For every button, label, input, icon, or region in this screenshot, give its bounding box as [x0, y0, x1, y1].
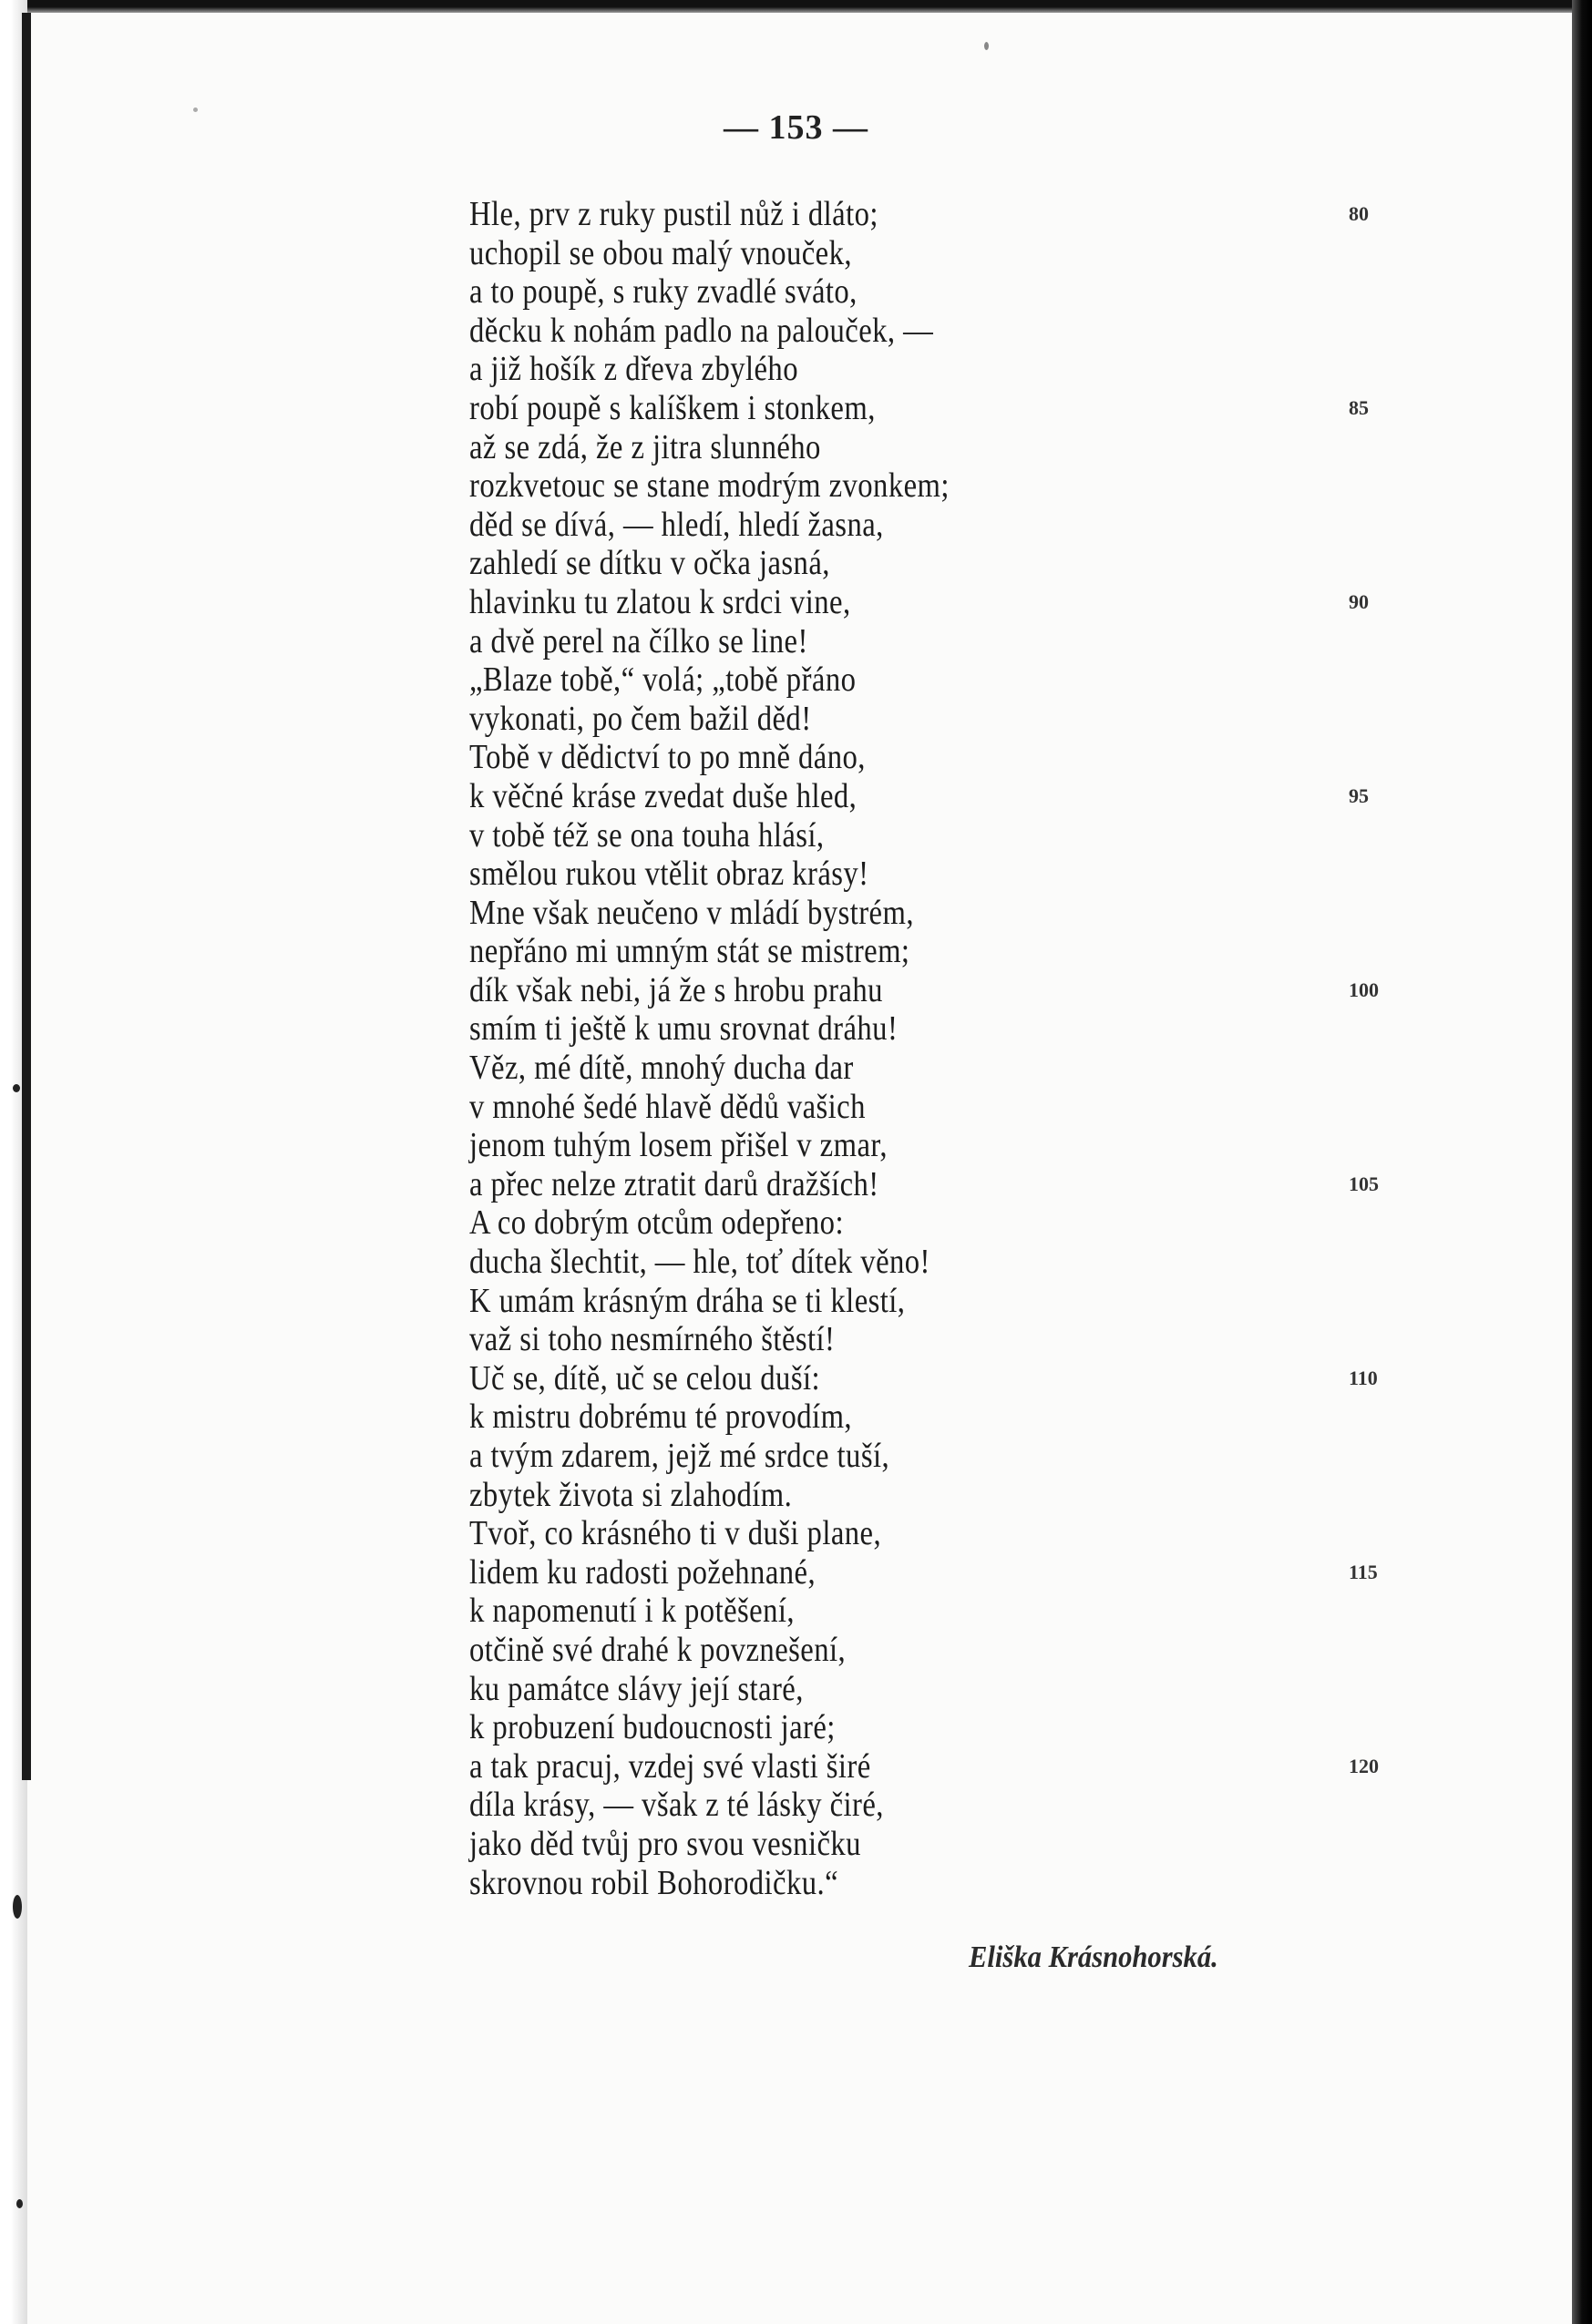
poem-line: jako děd tvůj pro svou vesničku [469, 1824, 861, 1863]
poem-line: děcku k nohám padlo na palouček, — [469, 311, 934, 350]
poem-line: smělou rukou vtělit obraz krásy! [469, 855, 869, 894]
poem-line: hlavinku tu zlatou k srdci vine, [469, 582, 851, 621]
poem-line: ku památce slávy její staré, [469, 1669, 804, 1708]
poem-line: Uč se, dítě, uč se celou duší: [469, 1358, 820, 1397]
poem-line: v tobě též se ona touha hlásí, [469, 815, 825, 855]
verse-number: 105 [1349, 1172, 1379, 1195]
poem-line: zahledí se dítku v očka jasná, [469, 544, 830, 583]
verse-number: 90 [1349, 590, 1369, 613]
scan-speck [16, 2199, 23, 2208]
poem-line: Věz, mé dítě, mnohý ducha dar [469, 1049, 854, 1088]
poem-line: Mne však neučeno v mládí bystrém, [469, 893, 914, 932]
poem-line: k mistru dobrému té provodím, [469, 1397, 853, 1437]
poem-text [469, 195, 1162, 1902]
poem-line: nepřáno mi umným stát se mistrem; [469, 932, 910, 971]
scan-top-edge [0, 0, 1592, 13]
poem-line: smím ti ještě k umu srovnat dráhu! [469, 1009, 899, 1049]
verse-number: 80 [1349, 202, 1369, 225]
poem-line: a tak pracuj, vzdej své vlasti širé [469, 1746, 871, 1786]
binding-shadow [22, 13, 31, 1780]
verse-number: 85 [1349, 396, 1369, 419]
poem-line: važ si toho nesmírného štěstí! [469, 1320, 836, 1359]
poem-line: A co dobrým otcům odepřeno: [469, 1203, 844, 1243]
scan-right-edge [1572, 0, 1592, 2324]
poem-line: k napomenutí i k potěšení, [469, 1592, 795, 1631]
verse-number: 100 [1349, 978, 1379, 1001]
poem-line: robí poupě s kalíškem i stonkem, [469, 388, 876, 427]
verse-number: 115 [1349, 1561, 1378, 1583]
poem-line: díla krásy, — však z té lásky čiré, [469, 1786, 884, 1825]
poem-line: a tvým zdarem, jejž mé srdce tuší, [469, 1437, 890, 1475]
poem-line: rozkvetouc se stane modrým zvonkem; [469, 466, 950, 506]
page-number: — 153 — [724, 108, 868, 147]
verse-number: 120 [1349, 1755, 1379, 1777]
poem-line: až se zdá, že z jitra slunného [469, 427, 821, 466]
poem-line: a již hošík z dřeva zbylého [469, 350, 798, 389]
poem-line: skrovnou robil Bohorodičku.“ [469, 1863, 839, 1902]
poem-line: Tobě v dědictví to po mně dáno, [469, 738, 866, 777]
scan-speck [13, 1895, 22, 1919]
poem-line: k probuzení budoucnosti jaré; [469, 1708, 836, 1747]
poem-line: lidem ku radosti požehnané, [469, 1552, 817, 1592]
poem-line: a dvě perel na čílko se line! [469, 621, 808, 660]
poem-line: „Blaze tobě,“ volá; „tobě přáno [469, 660, 857, 700]
poem-line: vykonati, po čem bažil děd! [469, 699, 812, 738]
poem-line: a přec nelze ztratit darů dražších! [469, 1164, 879, 1203]
poem-line: otčině své drahé k povznešení, [469, 1630, 847, 1669]
scan-speck [13, 1084, 20, 1092]
poem-line: v mnohé šedé hlavě dědů vašich [469, 1087, 866, 1126]
poem-line: jenom tuhým losem přišel v zmar, [469, 1126, 888, 1165]
poem-line: děd se dívá, — hledí, hledí žasna, [469, 505, 884, 544]
poem-line: Hle, prv z ruky pustil nůž i dláto; [469, 195, 878, 233]
poem-line: k věčné kráse zvedat duše hled, [469, 776, 858, 815]
verse-number: 110 [1349, 1367, 1378, 1389]
poem-line: K umám krásným dráha se ti klestí, [469, 1281, 906, 1320]
poem-line: ducha šlechtit, — hle, toť dítek věno! [469, 1243, 930, 1282]
verse-number: 95 [1349, 784, 1369, 807]
scan-speck [984, 42, 989, 50]
author-signature: Eliška Krásnohorská. [969, 1940, 1218, 1974]
poem-line: zbytek života si zlahodím. [469, 1475, 793, 1514]
poem-line: Tvoř, co krásného ti v duši plane, [469, 1514, 882, 1553]
poem-line: dík však nebi, já že s hrobu prahu [469, 970, 883, 1009]
poem-line: a to poupě, s ruky zvadlé sváto, [469, 272, 858, 312]
poem-line: uchopil se obou malý vnouček, [469, 233, 852, 272]
